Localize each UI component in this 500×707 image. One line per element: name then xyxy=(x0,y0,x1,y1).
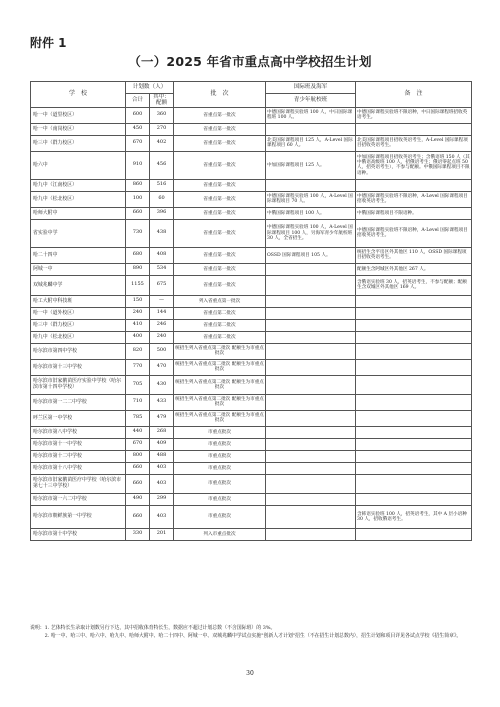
row-school: 双城兆麟中学 xyxy=(31,275,126,295)
row-school: 哈尔滨市第四中学校 xyxy=(31,343,126,359)
table-row xyxy=(31,528,472,540)
row-quota: 470 xyxy=(150,359,174,375)
table-row xyxy=(31,462,472,474)
row-note xyxy=(356,474,472,493)
row-total: 330 xyxy=(126,528,150,540)
row-note: 中加国际课程项目招收英语考生；含俄语班 150 人（其中俄语高级班 100 人，招俄语考生；俄语零起点班 50 人，招英语考生），不参与配额。中俄国际课程项目不限语种。 xyxy=(356,151,472,179)
row-note xyxy=(356,343,472,359)
page-title: （一）2025 年省市重点高中学校招生计划 xyxy=(128,54,372,69)
row-intl xyxy=(266,474,356,493)
row-note xyxy=(356,394,472,410)
row-quota: 240 xyxy=(150,331,174,343)
row-intl xyxy=(266,123,356,135)
row-intl xyxy=(266,505,356,528)
row-school: 哈尔滨市旧家鹅苗医疗实验中学校（哈尔滨市第十四中学校） xyxy=(31,375,126,394)
col-header-school: 学 校 xyxy=(31,82,126,108)
row-intl xyxy=(266,394,356,410)
row-quota: 500 xyxy=(150,343,174,359)
row-total: 705 xyxy=(126,375,150,394)
row-quota: 433 xyxy=(150,394,174,410)
row-intl xyxy=(266,179,356,191)
row-quota: 403 xyxy=(150,462,174,474)
col-header-quota: 其中：配额 xyxy=(150,94,174,108)
row-intl xyxy=(266,493,356,505)
row-note: 中德国际课程实验班不限语种，中日国际课程班招收英语考生。 xyxy=(356,107,472,123)
row-batch: 省重点第二批次 xyxy=(174,319,266,331)
row-school: 哈九中（松北校区） xyxy=(31,331,126,343)
row-quota: 488 xyxy=(150,450,174,462)
row-note xyxy=(356,359,472,375)
table-row xyxy=(31,319,472,331)
row-intl: OSSD 国际课程项目 105 人。 xyxy=(266,247,356,263)
table-row xyxy=(31,275,472,295)
row-school: 哈尔滨市旧家鹅苗医疗中学校（哈尔滨市第七十三中学校） xyxy=(31,474,126,493)
row-quota: 402 xyxy=(150,135,174,151)
row-school: 哈尔滨市第十二中学校 xyxy=(31,450,126,462)
row-note: 北美国际课程项目招收英语考生，A-Level 国际课程项目招收英语考生。 xyxy=(356,135,472,151)
row-school: 哈尔滨市朝鲜族第一中学校 xyxy=(31,505,126,528)
row-school: 阿城一中 xyxy=(31,263,126,275)
row-total: 490 xyxy=(126,493,150,505)
row-note xyxy=(356,450,472,462)
row-intl xyxy=(266,331,356,343)
col-header-intl-sub: 青少年航校班 xyxy=(266,94,356,108)
row-intl: 中加国际课程项目 125 人。 xyxy=(266,151,356,179)
table-row xyxy=(31,191,472,207)
table-row xyxy=(31,410,472,426)
row-note: 中德国际课程实验班不限语种，A-Level 国际课程项目招收英语考生。 xyxy=(356,191,472,207)
table-body xyxy=(31,107,472,540)
row-quota: 534 xyxy=(150,263,174,275)
row-note xyxy=(356,307,472,319)
row-school: 省实验中学 xyxy=(31,219,126,247)
table-row xyxy=(31,359,472,375)
table-row xyxy=(31,331,472,343)
table-row xyxy=(31,107,472,123)
table-row xyxy=(31,135,472,151)
table-row xyxy=(31,450,472,462)
table-row xyxy=(31,343,472,359)
row-intl xyxy=(266,307,356,319)
row-school: 呼兰区第一中学校 xyxy=(31,410,126,426)
row-batch: 省重点第二批次 xyxy=(174,307,266,319)
row-intl xyxy=(266,295,356,307)
row-school: 哈三中（群力校区） xyxy=(31,319,126,331)
row-batch: 省重点第一批次 xyxy=(174,207,266,219)
row-batch: 省重点第一批次 xyxy=(174,191,266,207)
row-batch: 列入省重点第一批次 xyxy=(174,295,266,307)
enrollment-plan-table xyxy=(30,81,472,541)
row-school: 哈尔滨市第十一中学校 xyxy=(31,438,126,450)
row-total: 820 xyxy=(126,343,150,359)
table-row xyxy=(31,307,472,319)
row-quota: 403 xyxy=(150,505,174,528)
row-total: 660 xyxy=(126,505,150,528)
row-intl xyxy=(266,528,356,540)
row-note: 含韩语实验班 100 人，招英语考生，其中 A 层小语种 30 人，招收俄语考生。 xyxy=(356,505,472,528)
row-intl xyxy=(266,462,356,474)
footnote xyxy=(30,625,471,640)
row-school: 哈尔滨市第八中学校 xyxy=(31,426,126,438)
row-note xyxy=(356,438,472,450)
col-header-note: 备 注 xyxy=(356,82,472,108)
row-quota: 456 xyxy=(150,151,174,179)
row-total: 670 xyxy=(126,135,150,151)
row-school: 哈九中（松北校区） xyxy=(31,191,126,207)
row-intl xyxy=(266,263,356,275)
row-intl: 中德国际课程实验班 100 人，中日国际课程班 100 人。 xyxy=(266,107,356,123)
row-school: 哈尔滨市第一二二中学校 xyxy=(31,394,126,410)
table-row xyxy=(31,295,472,307)
row-intl: 北美国际课程项目 125 人，A-Level 国际课程项目 60 人。 xyxy=(266,135,356,151)
table-row xyxy=(31,247,472,263)
row-note: 配额生含阿城区外其他区 267 人。 xyxy=(356,263,472,275)
row-quota: 403 xyxy=(150,474,174,493)
col-header-total: 合计 xyxy=(126,94,150,108)
row-batch: 省重点第一批次 xyxy=(174,107,266,123)
row-batch: 统招生列入省重点第二批次 配额生为市重点批次 xyxy=(174,394,266,410)
row-batch: 市重点批次 xyxy=(174,505,266,528)
row-batch: 统招生列入省重点第二批次 配额生为市重点批次 xyxy=(174,343,266,359)
table-row xyxy=(31,493,472,505)
row-total: 730 xyxy=(126,219,150,247)
row-quota: 270 xyxy=(150,123,174,135)
row-total: 440 xyxy=(126,426,150,438)
row-intl xyxy=(266,438,356,450)
row-note xyxy=(356,462,472,474)
row-total: 660 xyxy=(126,207,150,219)
table-row xyxy=(31,474,472,493)
row-note xyxy=(356,410,472,426)
row-total: 890 xyxy=(126,263,150,275)
row-total: 800 xyxy=(126,450,150,462)
row-school: 哈一中（道里校区） xyxy=(31,107,126,123)
row-note: 中俄国际课程项目不限语种。 xyxy=(356,207,472,219)
table-row xyxy=(31,151,472,179)
row-quota: 396 xyxy=(150,207,174,219)
row-batch: 省重点第一批次 xyxy=(174,263,266,275)
table-row xyxy=(31,219,472,247)
row-school: 哈二十四中 xyxy=(31,247,126,263)
row-intl: 中德国际课程实验班 100 人，A-Level 国际课程项目 100 人，另海军青少年航校班 30 人，全省招生。 xyxy=(266,219,356,247)
row-intl xyxy=(266,275,356,295)
table-row xyxy=(31,123,472,135)
row-note xyxy=(356,493,472,505)
row-batch: 市重点批次 xyxy=(174,493,266,505)
row-note xyxy=(356,426,472,438)
row-quota: 438 xyxy=(150,219,174,247)
row-school: 哈尔滨市第十三中学校 xyxy=(31,359,126,375)
table-row xyxy=(31,394,472,410)
row-school: 哈九中（江南校区） xyxy=(31,179,126,191)
row-total: 1155 xyxy=(126,275,150,295)
row-total: 660 xyxy=(126,462,150,474)
row-batch: 省重点第二批次 xyxy=(174,331,266,343)
row-quota: 268 xyxy=(150,426,174,438)
row-total: 680 xyxy=(126,247,150,263)
row-quota: — xyxy=(150,295,174,307)
row-total: 860 xyxy=(126,179,150,191)
row-intl xyxy=(266,359,356,375)
row-quota: 201 xyxy=(150,528,174,540)
row-quota: 299 xyxy=(150,493,174,505)
row-school: 哈三中（群力校区） xyxy=(31,135,126,151)
row-intl xyxy=(266,319,356,331)
row-batch: 市重点批次 xyxy=(174,462,266,474)
row-batch: 市重点批次 xyxy=(174,426,266,438)
footnote-line-2: 2. 哈一中、哈三中、哈六中、哈九中、哈师大附中、哈二十四中、阿城一中、双城兆麟中学试点实施"创新人才计划"招生（不在招生计划总数内），招生计划和项目详见各试点学校《招生简章》。 xyxy=(30,632,462,639)
row-school: 哈一中（南岗校区） xyxy=(31,123,126,135)
row-intl xyxy=(266,450,356,462)
row-total: 410 xyxy=(126,319,150,331)
row-school: 哈尔滨市第十中学校 xyxy=(31,528,126,540)
row-batch: 统招生列入省重点第二批次 配额生为市重点批次 xyxy=(174,375,266,394)
table-row xyxy=(31,263,472,275)
row-note: 统招生含平房区外其他区 110 人，OSSD 国际课程项目招收英语考生。 xyxy=(356,247,472,263)
row-quota: 60 xyxy=(150,191,174,207)
col-header-batch: 批 次 xyxy=(174,82,266,108)
row-school: 哈一中（道外校区） xyxy=(31,307,126,319)
footnote-line-1: 说明：1. 艺体特长生录取计划数另行下达，其中招收体育特长生，数据应不超过计划总数（不含国际班）的 3%。 xyxy=(30,625,276,631)
row-quota: 675 xyxy=(150,275,174,295)
row-school: 哈尔滨市第十八中学校 xyxy=(31,462,126,474)
row-quota: 246 xyxy=(150,319,174,331)
row-total: 240 xyxy=(126,307,150,319)
row-quota: 516 xyxy=(150,179,174,191)
row-note xyxy=(356,375,472,394)
row-batch: 统招生列入省重点第二批次 配额生为市重点批次 xyxy=(174,410,266,426)
row-total: 400 xyxy=(126,331,150,343)
row-total: 450 xyxy=(126,123,150,135)
row-note xyxy=(356,331,472,343)
row-batch: 省重点第一批次 xyxy=(174,219,266,247)
row-total: 660 xyxy=(126,474,150,493)
row-batch: 省重点第一批次 xyxy=(174,179,266,191)
row-batch: 省重点第一批次 xyxy=(174,151,266,179)
row-batch: 市重点批次 xyxy=(174,450,266,462)
table-row xyxy=(31,426,472,438)
col-header-intl: 国际班及海军 xyxy=(266,82,356,94)
row-batch: 省重点第一批次 xyxy=(174,123,266,135)
row-total: 785 xyxy=(126,410,150,426)
table-row xyxy=(31,505,472,528)
table-row xyxy=(31,207,472,219)
row-total: 770 xyxy=(126,359,150,375)
row-intl xyxy=(266,426,356,438)
row-intl: 中俄国际课程项目 100 人。 xyxy=(266,207,356,219)
row-batch: 省重点第一批次 xyxy=(174,135,266,151)
row-note xyxy=(356,319,472,331)
row-batch: 省重点第一批次 xyxy=(174,275,266,295)
row-batch: 统招生列入省重点第二批次 配额生为市重点批次 xyxy=(174,359,266,375)
table-row xyxy=(31,179,472,191)
row-intl xyxy=(266,343,356,359)
row-batch: 市重点批次 xyxy=(174,474,266,493)
row-note: 中德国际课程实验班不限语种，A-Level 国际课程项目招收英语考生。 xyxy=(356,219,472,247)
row-batch: 列入市重点批次 xyxy=(174,528,266,540)
row-total: 100 xyxy=(126,191,150,207)
row-total: 670 xyxy=(126,438,150,450)
row-total: 910 xyxy=(126,151,150,179)
row-note xyxy=(356,179,472,191)
row-note xyxy=(356,123,472,135)
row-quota: 408 xyxy=(150,247,174,263)
attachment-label: 附件 1 xyxy=(30,36,67,50)
row-intl xyxy=(266,410,356,426)
col-header-plan: 计划数（人） xyxy=(126,82,174,94)
row-quota: 360 xyxy=(150,107,174,123)
row-quota: 479 xyxy=(150,410,174,426)
row-quota: 430 xyxy=(150,375,174,394)
row-school: 哈师大附中 xyxy=(31,207,126,219)
row-school: 哈六中 xyxy=(31,151,126,179)
row-batch: 市重点批次 xyxy=(174,438,266,450)
row-intl xyxy=(266,375,356,394)
row-total: 150 xyxy=(126,295,150,307)
table-row xyxy=(31,375,472,394)
row-quota: 144 xyxy=(150,307,174,319)
page-number: 30 xyxy=(246,670,254,677)
row-note: 含俄语实验班 30 人，招英语考生，不参与配额；配额生含双城区外其他区 169 人。 xyxy=(356,275,472,295)
table-row xyxy=(31,438,472,450)
row-school: 哈工大附中科技班 xyxy=(31,295,126,307)
row-intl: 中德国际课程实验班 100 人，A-Level 国际课程项目 70 人。 xyxy=(266,191,356,207)
row-quota: 409 xyxy=(150,438,174,450)
row-total: 600 xyxy=(126,107,150,123)
row-batch: 省重点第一批次 xyxy=(174,247,266,263)
row-total: 710 xyxy=(126,394,150,410)
row-note xyxy=(356,528,472,540)
row-note xyxy=(356,295,472,307)
row-school: 哈尔滨市第一六二中学校 xyxy=(31,493,126,505)
